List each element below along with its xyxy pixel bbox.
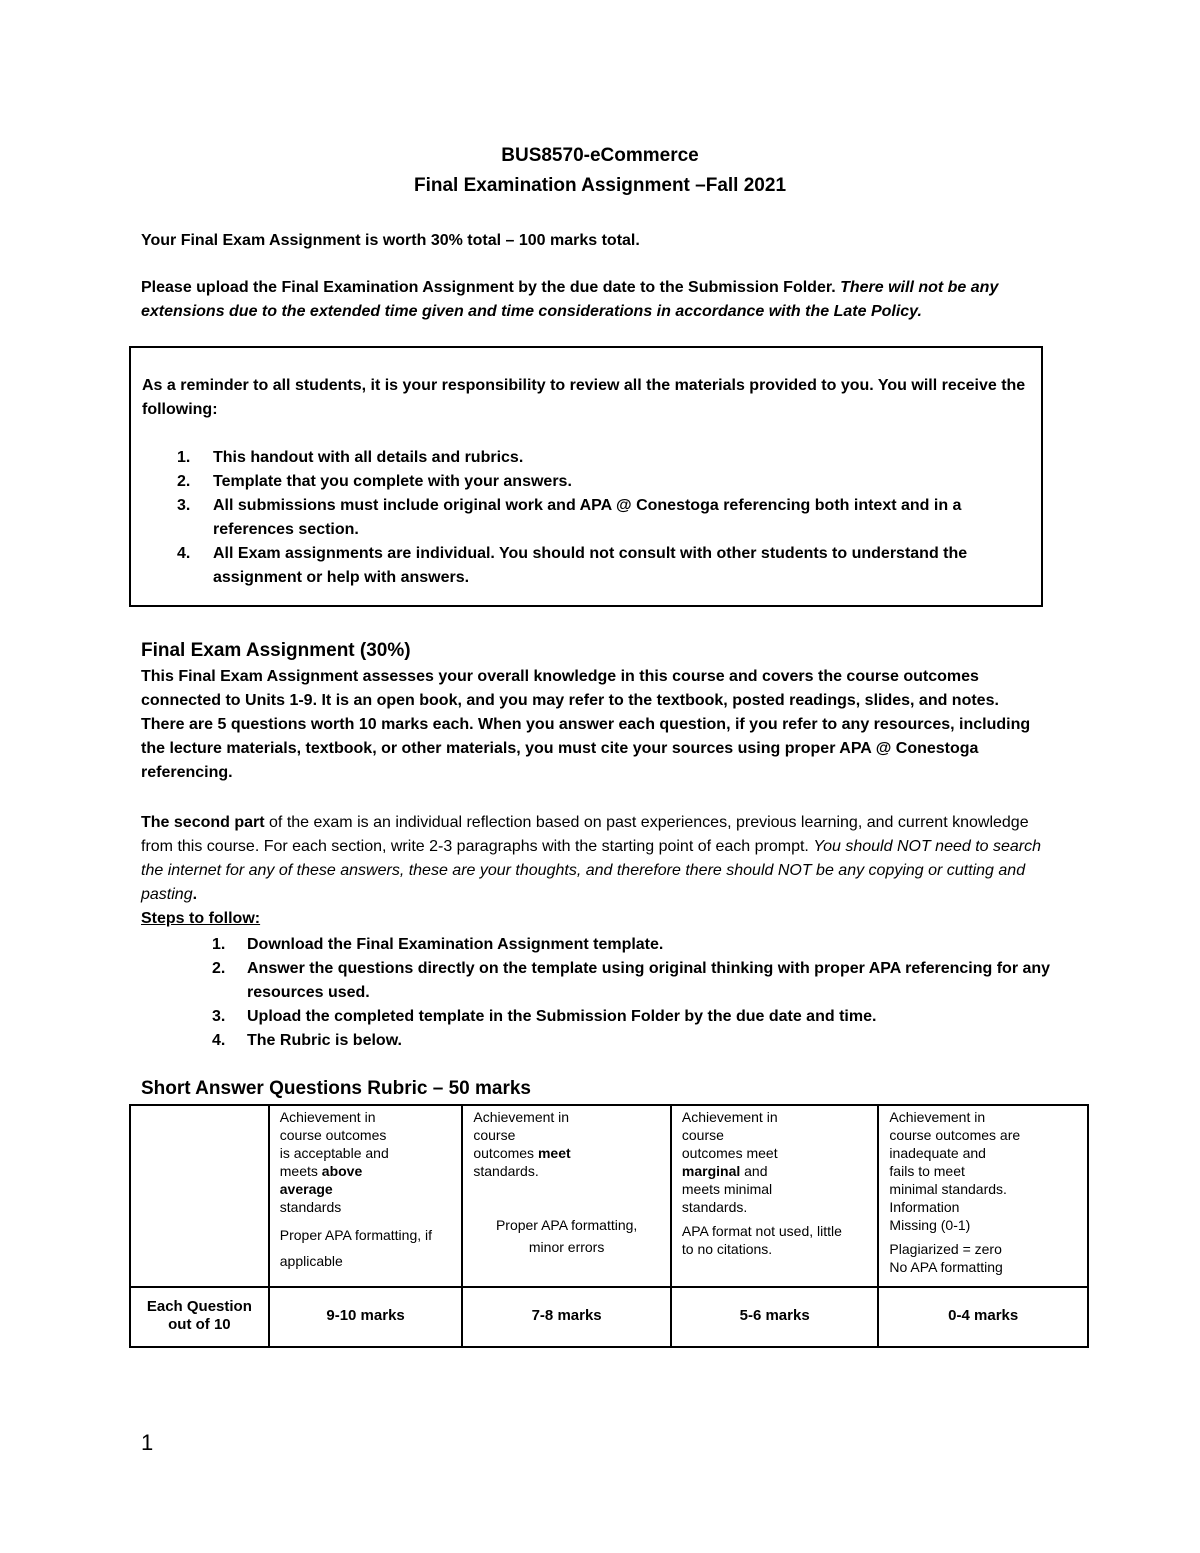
rubric-empty-cell xyxy=(130,1105,269,1287)
upload-bold-text: Please upload the Final Examination Assignment by the due date to the Submission Folder. xyxy=(141,279,836,296)
reminder-item: 1. This handout with all details and rubrics. xyxy=(177,449,524,466)
rubric-table xyxy=(129,1104,1089,1348)
rubric-heading: Short Answer Questions Rubric – 50 marks xyxy=(141,1078,531,1099)
rubric-criteria-cell: Achievement in course outcomes are inadequate and fails to meet minimal standards. Information Missing (0-1) Plagiarized = zero No APA formatting xyxy=(878,1105,1088,1287)
worth-statement: Your Final Exam Assignment is worth 30% total – 100 marks total. xyxy=(141,232,640,249)
rubric-marks-cell: 9-10 marks xyxy=(269,1287,463,1347)
rubric-marks-cell: 0-4 marks xyxy=(878,1287,1088,1347)
step-item: 2. Answer the questions directly on the template using original thinking with proper APA referencing for any resources used. xyxy=(212,960,1051,1001)
section-heading-final-exam: Final Exam Assignment (30%) xyxy=(141,640,411,661)
step-item: 3. Upload the completed template in the Submission Folder by the due date and time. xyxy=(212,1008,877,1025)
rubric-criteria-row xyxy=(130,1105,1088,1287)
rubric-marks-cell: 7-8 marks xyxy=(462,1287,671,1347)
reminder-item: 4. All Exam assignments are individual. You should not consult with other students to understand the assignment or help with answers. xyxy=(177,545,968,586)
steps-list xyxy=(212,933,1072,1053)
rubric-criteria-cell: Achievement in course outcomes meet marginal and meets minimal standards. APA format not used, little to no citations. xyxy=(671,1105,879,1287)
reminder-box xyxy=(129,346,1043,607)
reminder-list xyxy=(177,446,1017,590)
upload-instructions xyxy=(141,276,1061,324)
course-title: BUS8570-eCommerce xyxy=(501,145,699,166)
rubric-marks-row xyxy=(130,1287,1088,1347)
rubric-criteria-cell: Achievement in course outcomes is acceptable and meets above average standards Proper APA formatting, if applicable xyxy=(269,1105,463,1287)
reminder-intro: As a reminder to all students, it is your responsibility to review all the materials provided to you. You will receive the following: xyxy=(142,377,1026,418)
rubric-criteria-cell: Achievement in course outcomes meet standards. Proper APA formatting, minor errors xyxy=(462,1105,671,1287)
rubric-row-label: Each Question out of 10 xyxy=(130,1287,269,1347)
page-number: 1 xyxy=(141,1430,154,1455)
step-item: 4. The Rubric is below. xyxy=(212,1032,402,1049)
section1-body: This Final Exam Assignment assesses your overall knowledge in this course and covers the course outcomes connected to Units 1-9. It is an open book, and you may refer to the textbook, posted readings, slides, and notes. There are 5 questions worth 10 marks each. When you answer each question, if you refer to any resources, including the lecture materials, textbook, or other materials, you must cite your sources using proper APA @ Conestoga referencing. xyxy=(141,668,1031,781)
section2-lead: The second part xyxy=(141,814,265,831)
reminder-item: 3. All submissions must include original work and APA @ Conestoga referencing both intext and in a references section. xyxy=(177,497,962,538)
section2-body: The second part of the exam is an individual reflection based on past experiences, previous learning, and current knowledge from this course. For each section, write 2-3 paragraphs with the starting point of each prompt. You should NOT need to search the internet for any of these answers, these are your thoughts, and therefore there should NOT be any copying or cutting and pasting. xyxy=(141,814,1042,903)
reminder-item: 2. Template that you complete with your answers. xyxy=(177,473,572,490)
section2-italic-note: You should NOT need to search the internet for any of these answers, these are your thoughts, and therefore there should NOT be any copying or cutting and pasting xyxy=(141,838,1042,903)
rubric-marks-cell: 5-6 marks xyxy=(671,1287,879,1347)
exam-title: Final Examination Assignment –Fall 2021 xyxy=(413,175,787,196)
step-item: 1. Download the Final Examination Assignment template. xyxy=(212,936,664,953)
late-policy-text: There will not be any extensions due to the extended time given and time considerations in accordance with the Late Policy. xyxy=(141,279,999,320)
steps-heading: Steps to follow: xyxy=(141,910,261,927)
